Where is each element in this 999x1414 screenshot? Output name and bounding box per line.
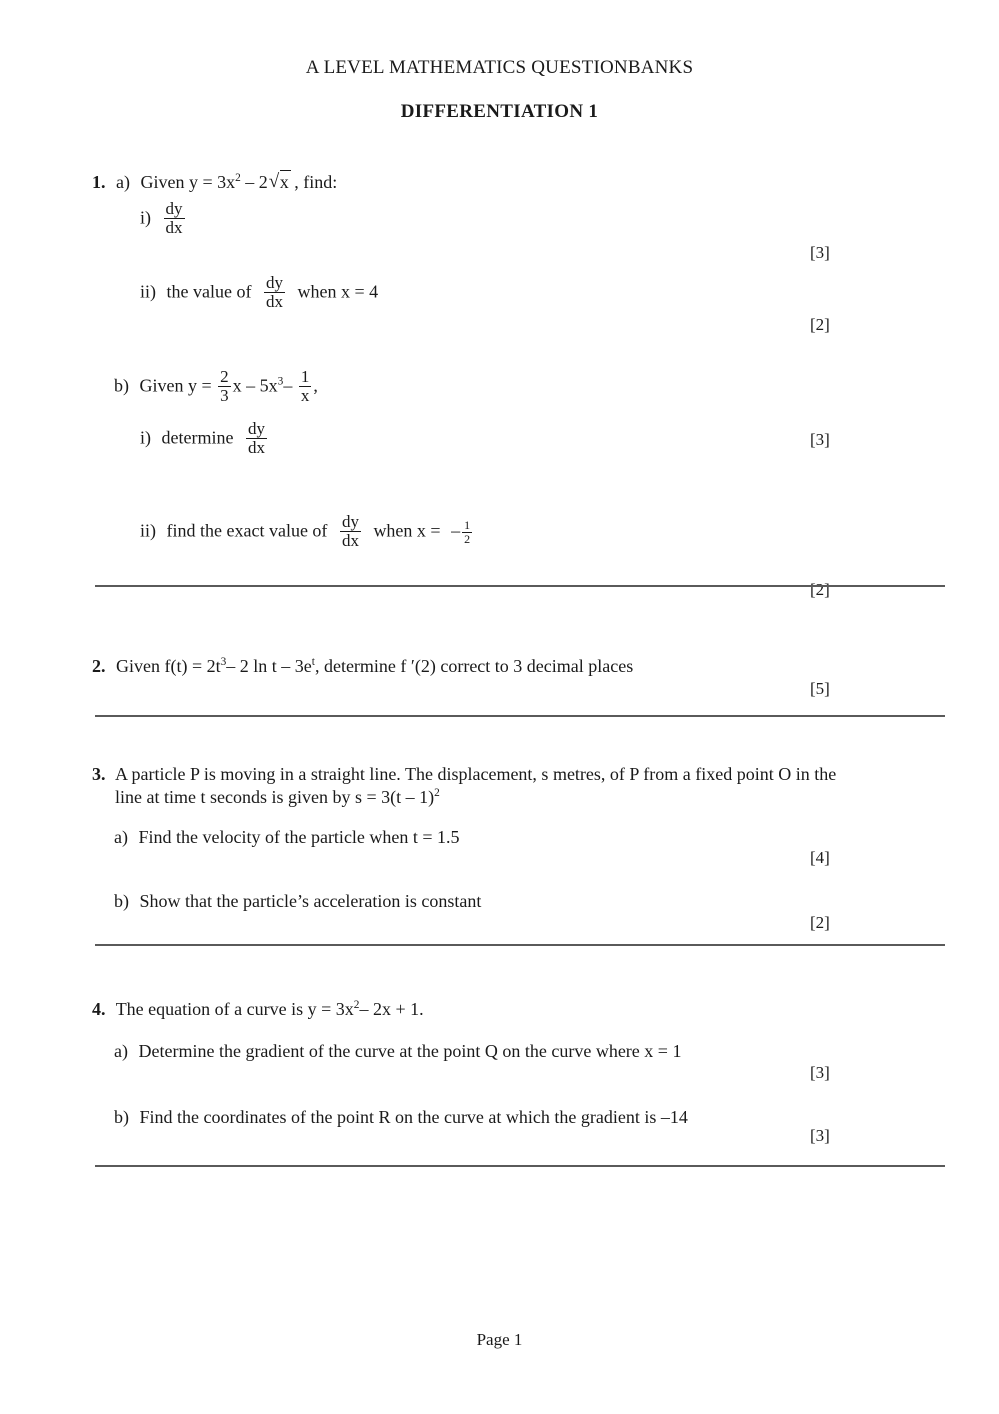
exponent: 3 <box>220 656 227 668</box>
question-1-part-a-stem-suffix: , find: <box>294 172 338 192</box>
marks-4b: [3] <box>810 1126 830 1145</box>
exponent: 2 <box>434 787 440 799</box>
question-2-stem-c: , determine f ′(2) correct to 3 decimal places <box>314 656 634 676</box>
question-4-part-a-text: Determine the gradient of the curve at the point Q on the curve where x = 1 <box>138 1041 682 1061</box>
value-fraction <box>462 519 472 545</box>
fraction-denominator: 3 <box>220 385 229 405</box>
fraction-numerator: 2 <box>220 367 229 386</box>
fraction-denominator: 2 <box>464 531 471 546</box>
question-4-part-a <box>114 1040 681 1064</box>
question-1b-i-label: i) <box>140 427 151 448</box>
question-3-part-a-label: a) <box>114 827 128 847</box>
fraction-numerator: 1 <box>464 517 471 532</box>
marks-1b-i: [3] <box>810 430 830 449</box>
question-3-stem <box>92 762 882 786</box>
question-1b-ii-label: ii) <box>140 520 156 541</box>
question-4-stem <box>92 998 424 1022</box>
section-divider <box>95 944 945 946</box>
fraction-numerator: dy <box>265 273 283 292</box>
exponent: 3 <box>277 375 284 388</box>
question-2-stem-b: – 2 ln t – 3e <box>226 656 312 676</box>
exponent: 2 <box>235 172 241 184</box>
question-4-stem-a: The equation of a curve is y = 3x <box>115 999 354 1019</box>
fraction-denominator: x <box>300 385 310 405</box>
question-3-part-b <box>114 890 481 914</box>
question-4-part-b <box>114 1106 688 1130</box>
question-1-part-b-stem-minus: – <box>283 375 293 396</box>
question-1-part-b-stem-suffix: , <box>313 375 318 396</box>
marks-1b-ii: [2] <box>810 580 830 599</box>
question-1-part-b-stem-mid: x – 5x <box>232 375 278 396</box>
fraction-denominator: dx <box>165 217 183 237</box>
fraction-denominator: dx <box>341 530 359 550</box>
question-2-stem <box>92 655 633 679</box>
question-3-stem-line1: A particle P is moving in a straight line. The displacement, s metres, of P from a fixed point O in the <box>115 764 837 784</box>
page-footer: Page 1 <box>476 1330 523 1349</box>
fraction-numerator: dy <box>341 512 359 531</box>
question-1-part-a-stem-prefix: Given y = 3x <box>140 172 236 192</box>
question-4-stem-b: – 2x + 1. <box>359 999 424 1019</box>
question-1a-ii <box>140 274 378 311</box>
question-1b-i <box>140 420 269 457</box>
reciprocal-fraction <box>299 368 312 405</box>
derivative-fraction <box>340 513 361 550</box>
document-title: A LEVEL MATHEMATICS QUESTIONBANKS <box>305 57 694 78</box>
question-4-number: 4. <box>92 999 106 1019</box>
question-1-part-b-stem <box>114 368 318 405</box>
question-2-number: 2. <box>92 656 106 676</box>
fraction-denominator: dx <box>247 437 265 457</box>
question-1a-i <box>140 200 187 237</box>
question-1b-ii-text-before: find the exact value of <box>166 520 328 541</box>
question-1-part-b-label: b) <box>114 375 129 396</box>
derivative-fraction <box>164 200 185 237</box>
question-1b-ii <box>140 513 474 550</box>
question-4-part-b-text: Find the coordinates of the point R on the curve at which the gradient is –14 <box>139 1107 688 1127</box>
value-sign: – <box>451 520 461 541</box>
marks-1a-i: [3] <box>810 243 830 262</box>
question-2-stem-a: Given f(t) = 2t <box>116 656 221 676</box>
question-4-part-a-label: a) <box>114 1041 128 1061</box>
document-subtitle: DIFFERENTIATION 1 <box>400 101 599 122</box>
marks-4a: [3] <box>810 1063 830 1082</box>
section-divider <box>95 585 945 587</box>
marks-2: [5] <box>810 679 830 698</box>
coefficient-fraction <box>218 368 231 405</box>
question-1a-ii-text-before: the value of <box>166 281 252 302</box>
radicand: x <box>279 172 289 192</box>
derivative-fraction <box>264 274 285 311</box>
question-3-stem-line2 <box>115 786 440 810</box>
question-1b-i-text-before: determine <box>161 427 234 448</box>
question-1-part-a-stem <box>92 170 337 195</box>
question-3-part-a <box>114 826 460 850</box>
marks-1a-ii: [2] <box>810 315 830 334</box>
question-1-part-a-label: a) <box>116 172 130 192</box>
fraction-numerator: 1 <box>300 367 310 386</box>
question-3-part-a-text: Find the velocity of the particle when t = 1.5 <box>138 827 460 847</box>
section-divider <box>95 715 945 717</box>
question-1-part-b-stem-prefix: Given y = <box>139 375 212 396</box>
question-3-stem-line2-text: line at time t seconds is given by s = 3(t – 1) <box>115 787 435 807</box>
question-3-part-b-text: Show that the particle’s acceleration is constant <box>139 891 482 911</box>
question-1a-ii-text-after: when x = 4 <box>297 281 379 302</box>
question-1-number: 1. <box>92 172 106 192</box>
exponent: t <box>311 656 315 668</box>
fraction-numerator: dy <box>247 419 265 438</box>
question-1a-ii-label: ii) <box>140 281 156 302</box>
question-3-number: 3. <box>92 764 106 784</box>
exponent: 2 <box>353 999 360 1011</box>
question-4-part-b-label: b) <box>114 1107 129 1127</box>
fraction-denominator: dx <box>265 291 283 311</box>
section-divider <box>95 1165 945 1167</box>
question-1b-ii-text-after: when x = <box>373 520 441 541</box>
derivative-fraction <box>246 420 267 457</box>
square-root-icon <box>269 170 289 195</box>
marks-3b: [2] <box>810 913 830 932</box>
question-1a-i-label: i) <box>140 207 151 228</box>
question-3-part-b-label: b) <box>114 891 129 911</box>
marks-3a: [4] <box>810 848 830 867</box>
fraction-numerator: dy <box>165 199 183 218</box>
question-1-part-a-stem-mid: – 2 <box>245 172 268 192</box>
